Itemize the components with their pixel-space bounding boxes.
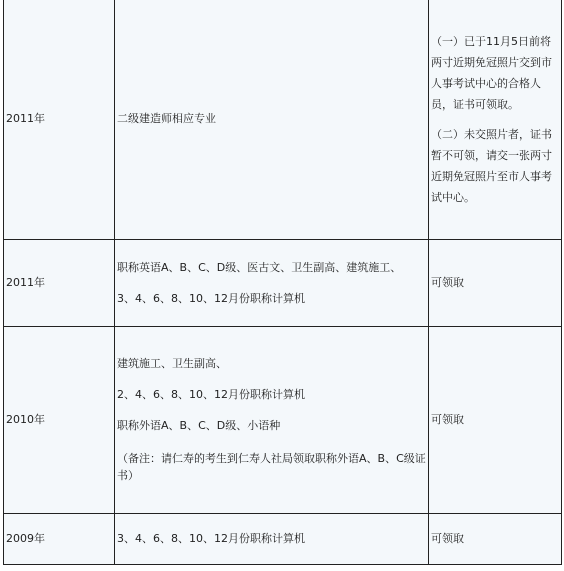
status-cell	[429, 240, 562, 327]
status-text: 可领取	[431, 276, 464, 289]
table-row	[4, 0, 562, 240]
status-cell	[429, 327, 562, 514]
subject-line: 职称外语A、B、C、D级、小语种	[117, 418, 281, 432]
year-text: 2009年	[6, 532, 45, 545]
table-row	[4, 514, 562, 565]
year-text: 2010年	[6, 413, 45, 426]
year-cell	[4, 0, 115, 240]
year-cell	[4, 327, 115, 514]
subject-cell	[115, 514, 429, 565]
year-cell	[4, 514, 115, 565]
subject-cell	[115, 0, 429, 240]
subject-line: 二级建造师相应专业	[117, 112, 216, 125]
status-text: 可领取	[431, 532, 464, 545]
status-paragraph: （一）已于11月5日前将两寸近期免冠照片交到市人事考试中心的合格人员，证书可领取。	[431, 34, 552, 111]
subject-line: 3、4、6、8、10、12月份职称计算机	[117, 291, 305, 305]
status-cell	[429, 0, 562, 240]
year-text: 2011年	[6, 112, 45, 125]
certificate-pickup-table	[3, 0, 562, 565]
subject-line: 2、4、6、8、10、12月份职称计算机	[117, 387, 305, 401]
year-text: 2011年	[6, 276, 45, 289]
subject-note: （备注：请仁寿的考生到仁寿人社局领取职称外语A、B、C级证书）	[117, 451, 426, 482]
year-cell	[4, 240, 115, 327]
status-text: 可领取	[431, 413, 464, 426]
subject-line: 3、4、6、8、10、12月份职称计算机	[117, 532, 305, 545]
subject-line: 职称英语A、B、C、D级、医古文、卫生副高、建筑施工、	[117, 260, 402, 274]
table-row	[4, 327, 562, 514]
subject-cell	[115, 240, 429, 327]
subject-cell	[115, 327, 429, 514]
status-cell	[429, 514, 562, 565]
subject-line: 建筑施工、卫生副高、	[117, 356, 227, 370]
table-row	[4, 240, 562, 327]
status-paragraph: （二）未交照片者，证书暂不可领，请交一张两寸近期免冠照片至市人事考试中心。	[431, 127, 552, 204]
